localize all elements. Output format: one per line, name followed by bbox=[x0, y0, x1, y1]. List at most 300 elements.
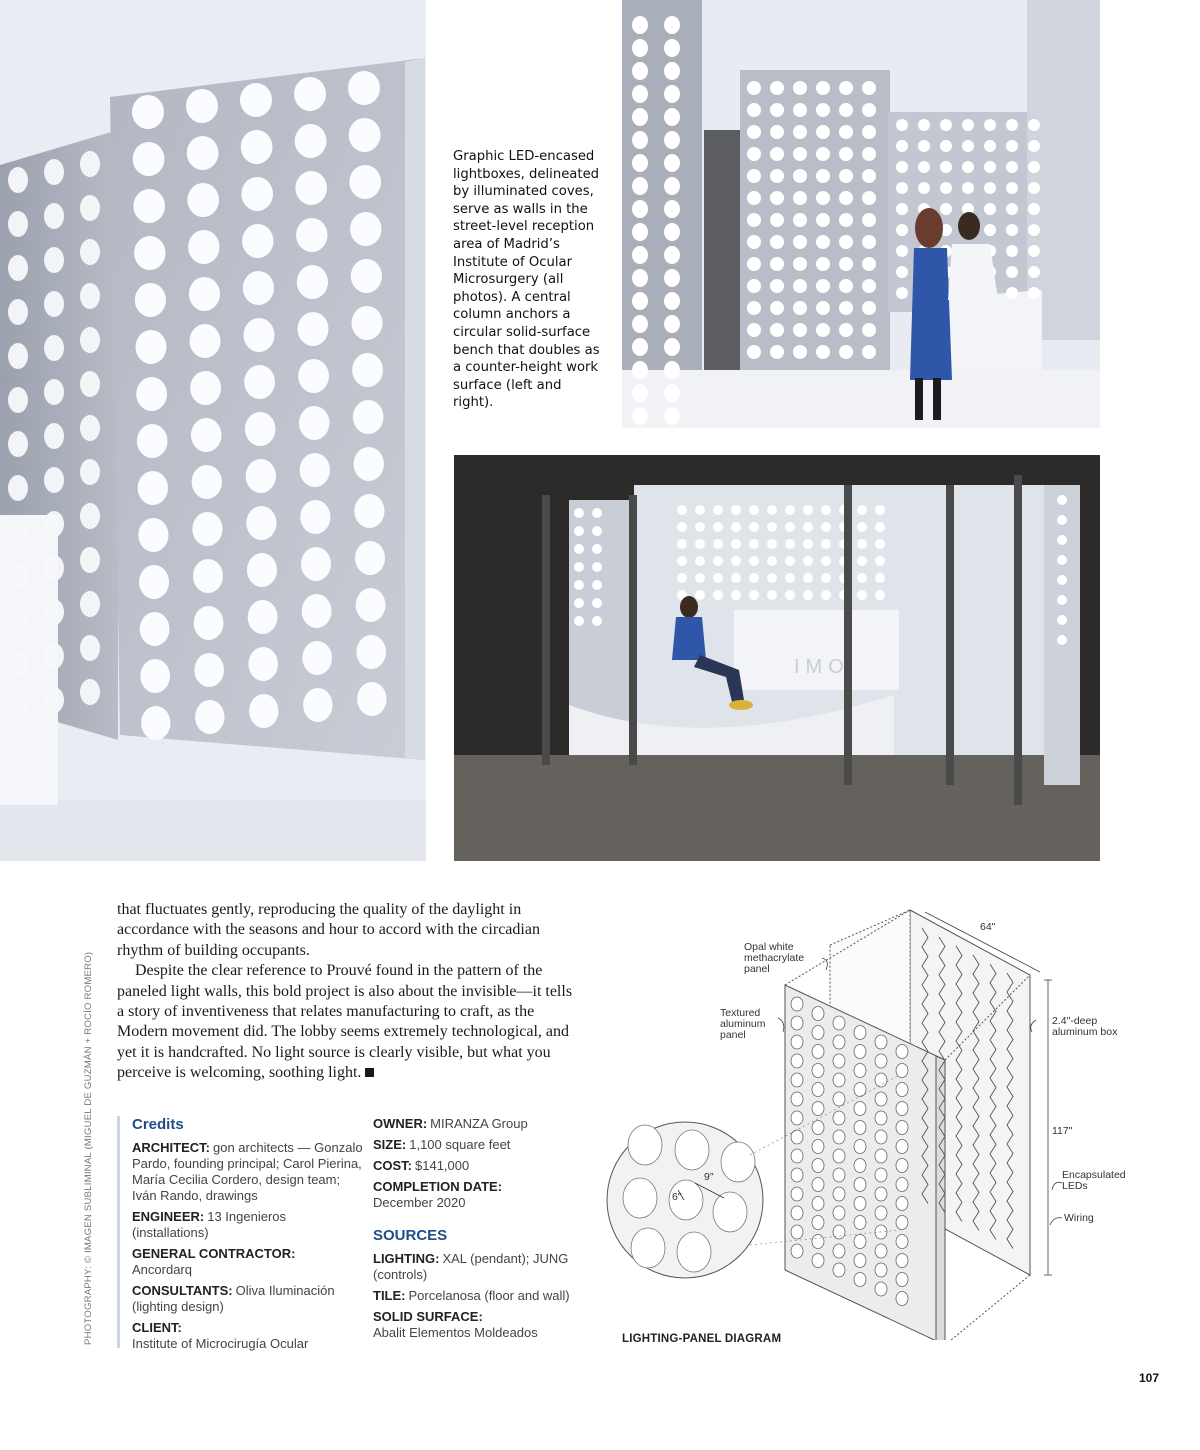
light-dot bbox=[295, 124, 327, 158]
photo-credit: PHOTOGRAPHY: © IMAGEN SUBLIMINAL (MIGUEL DE GUZMÁN + ROCÍO ROMERO) bbox=[83, 951, 94, 1345]
light-dot bbox=[816, 191, 830, 205]
panel-hole bbox=[896, 1045, 908, 1059]
label-leds-line1: Encapsulated bbox=[1062, 1169, 1126, 1181]
light-dot bbox=[839, 323, 853, 337]
light-dot bbox=[940, 140, 952, 152]
light-dot bbox=[1028, 140, 1040, 152]
light-dot bbox=[793, 125, 807, 139]
light-dot bbox=[862, 235, 876, 249]
light-dot bbox=[136, 330, 167, 364]
light-dot bbox=[632, 223, 648, 241]
light-dot bbox=[677, 539, 687, 549]
light-dot bbox=[80, 503, 100, 529]
light-dot bbox=[664, 16, 680, 34]
light-dot bbox=[857, 573, 867, 583]
light-dot bbox=[1006, 266, 1018, 278]
panel-hole bbox=[812, 1045, 824, 1059]
light-dot bbox=[574, 616, 584, 626]
light-dot bbox=[749, 539, 759, 549]
light-dot bbox=[862, 257, 876, 271]
light-dot bbox=[299, 406, 330, 440]
light-dot bbox=[632, 131, 648, 149]
light-dot bbox=[749, 590, 759, 600]
light-dot bbox=[839, 103, 853, 117]
light-dot bbox=[816, 213, 830, 227]
light-dot bbox=[302, 594, 332, 628]
light-dot bbox=[140, 612, 170, 646]
light-dot bbox=[351, 259, 382, 293]
light-dot bbox=[962, 140, 974, 152]
light-dot bbox=[767, 505, 777, 515]
light-dot bbox=[695, 505, 705, 515]
light-dot bbox=[1006, 140, 1018, 152]
panel-hole bbox=[812, 1007, 824, 1021]
light-dot bbox=[862, 345, 876, 359]
light-dot bbox=[896, 266, 908, 278]
light-dot bbox=[816, 323, 830, 337]
light-dot bbox=[839, 125, 853, 139]
light-dot bbox=[803, 573, 813, 583]
panel-hole bbox=[854, 1197, 866, 1211]
light-dot bbox=[44, 511, 64, 537]
light-dot bbox=[186, 89, 218, 123]
panel-hole bbox=[896, 1159, 908, 1173]
credit-engineer: ENGINEER: 13 Ingenieros (installations) bbox=[132, 1209, 287, 1240]
light-dot bbox=[80, 195, 100, 221]
light-dot bbox=[713, 522, 723, 532]
light-dot bbox=[731, 539, 741, 549]
light-dot bbox=[770, 323, 784, 337]
light-dot bbox=[592, 562, 602, 572]
panel-hole bbox=[854, 1178, 866, 1192]
photo-lightbox-wall bbox=[0, 0, 426, 861]
light-dot bbox=[1006, 287, 1018, 299]
light-dot bbox=[770, 279, 784, 293]
light-dot bbox=[240, 83, 272, 117]
panel-hole bbox=[833, 1092, 845, 1106]
panel-hole bbox=[896, 1273, 908, 1287]
light-dot bbox=[190, 371, 221, 405]
panel-hole bbox=[812, 1159, 824, 1173]
light-dot bbox=[592, 580, 602, 590]
light-dot bbox=[816, 257, 830, 271]
light-dot bbox=[940, 161, 952, 173]
light-dot bbox=[664, 338, 680, 356]
light-dot bbox=[574, 562, 584, 572]
credit-architect: ARCHITECT: gon architects — Gonzalo Pardo, founding principal; Carol Pierina, María Cecilia Cordero, design team; Iván Rando, drawings bbox=[132, 1140, 363, 1203]
dimension-spacing: 9" bbox=[704, 1171, 714, 1183]
light-dot bbox=[632, 62, 648, 80]
light-dot bbox=[1006, 245, 1018, 257]
light-dot bbox=[80, 327, 100, 353]
body-paragraph-2 bbox=[117, 961, 577, 1083]
light-dot bbox=[713, 505, 723, 515]
light-dot bbox=[136, 377, 167, 411]
light-dot bbox=[246, 459, 276, 493]
light-dot bbox=[1006, 119, 1018, 131]
light-dot bbox=[664, 108, 680, 126]
panel-hole bbox=[875, 1168, 887, 1182]
light-dot bbox=[749, 556, 759, 566]
light-dot bbox=[747, 257, 761, 271]
light-dot bbox=[862, 125, 876, 139]
light-dot bbox=[353, 400, 384, 434]
light-dot bbox=[354, 494, 384, 528]
light-dot bbox=[816, 169, 830, 183]
light-dot bbox=[677, 556, 687, 566]
panel-hole bbox=[875, 1092, 887, 1106]
light-dot bbox=[747, 103, 761, 117]
light-dot bbox=[962, 182, 974, 194]
light-dot bbox=[875, 539, 885, 549]
light-dot bbox=[194, 606, 224, 640]
light-dot bbox=[785, 522, 795, 532]
light-dot bbox=[918, 182, 930, 194]
light-dot bbox=[44, 555, 64, 581]
light-dot bbox=[1006, 224, 1018, 236]
light-dot bbox=[770, 147, 784, 161]
panel-hole bbox=[833, 1244, 845, 1258]
light-dot bbox=[8, 519, 28, 545]
light-dot bbox=[695, 539, 705, 549]
panel-hole bbox=[791, 1111, 803, 1125]
light-dot bbox=[349, 165, 381, 199]
light-dot bbox=[664, 223, 680, 241]
panel-hole bbox=[812, 1121, 824, 1135]
light-dot bbox=[187, 136, 219, 170]
light-dot bbox=[632, 292, 648, 310]
light-dot bbox=[295, 171, 327, 205]
panel-hole bbox=[833, 1016, 845, 1030]
light-dot bbox=[839, 235, 853, 249]
panel-hole bbox=[896, 1197, 908, 1211]
panel-hole bbox=[875, 1187, 887, 1201]
light-dot bbox=[839, 279, 853, 293]
light-dot bbox=[8, 387, 28, 413]
light-dot bbox=[1028, 245, 1040, 257]
light-dot bbox=[80, 591, 100, 617]
light-dot bbox=[793, 169, 807, 183]
light-dot bbox=[918, 161, 930, 173]
light-dot bbox=[713, 556, 723, 566]
credit-completion-date: COMPLETION DATE: December 2020 bbox=[373, 1179, 503, 1210]
light-dot bbox=[816, 81, 830, 95]
light-dot bbox=[747, 147, 761, 161]
panel-hole bbox=[875, 1263, 887, 1277]
light-dot bbox=[133, 142, 165, 176]
light-dot bbox=[962, 161, 974, 173]
light-dot bbox=[731, 556, 741, 566]
light-dot bbox=[357, 682, 386, 716]
inset-hole bbox=[623, 1178, 657, 1218]
light-dot bbox=[896, 161, 908, 173]
light-dot bbox=[8, 299, 28, 325]
light-dot bbox=[875, 573, 885, 583]
light-dot bbox=[352, 353, 383, 387]
light-dot bbox=[8, 563, 28, 589]
light-dot bbox=[816, 103, 830, 117]
light-dot bbox=[190, 324, 221, 358]
light-dot bbox=[803, 539, 813, 549]
light-dot bbox=[80, 459, 100, 485]
light-dot bbox=[803, 505, 813, 515]
light-dot bbox=[592, 508, 602, 518]
light-dot bbox=[1028, 224, 1040, 236]
panel-hole bbox=[812, 1064, 824, 1078]
light-dot bbox=[592, 598, 602, 608]
light-dot bbox=[592, 526, 602, 536]
light-dot bbox=[632, 315, 648, 333]
photo-reception-desk bbox=[622, 0, 1100, 428]
light-dot bbox=[356, 588, 386, 622]
light-dot bbox=[80, 547, 100, 573]
light-dot bbox=[632, 85, 648, 103]
light-dot bbox=[664, 200, 680, 218]
light-dot bbox=[44, 687, 64, 713]
credits-accent-bar bbox=[117, 1116, 120, 1348]
light-dot bbox=[770, 235, 784, 249]
light-dot bbox=[188, 230, 219, 264]
light-dot bbox=[664, 269, 680, 287]
body-paragraph-1: that fluctuates gently, reproducing the quality of the daylight in accordance with the seasons and hour to accord with the circadian rhythm of building occupants. bbox=[117, 901, 540, 959]
credits-column-right bbox=[373, 1116, 593, 1346]
panel-hole bbox=[791, 1187, 803, 1201]
light-dot bbox=[664, 315, 680, 333]
light-dot bbox=[138, 471, 168, 505]
light-dot bbox=[747, 323, 761, 337]
light-dot bbox=[248, 600, 278, 634]
light-dot bbox=[664, 384, 680, 402]
inset-hole bbox=[675, 1130, 709, 1170]
panel-hole bbox=[812, 1026, 824, 1040]
panel-hole bbox=[812, 1235, 824, 1249]
panel-hole bbox=[875, 1282, 887, 1296]
panel-hole bbox=[896, 1292, 908, 1306]
light-dot bbox=[747, 125, 761, 139]
panel-hole bbox=[896, 1216, 908, 1230]
label-wiring: Wiring bbox=[1064, 1212, 1094, 1224]
light-dot bbox=[574, 526, 584, 536]
light-dot bbox=[785, 556, 795, 566]
light-dot bbox=[1057, 575, 1067, 585]
light-dot bbox=[857, 590, 867, 600]
light-dot bbox=[664, 246, 680, 264]
panel-hole bbox=[875, 1149, 887, 1163]
panel-hole bbox=[833, 1035, 845, 1049]
light-dot bbox=[141, 706, 170, 740]
light-dot bbox=[664, 154, 680, 172]
light-dot bbox=[793, 301, 807, 315]
light-dot bbox=[348, 71, 380, 105]
light-dot bbox=[301, 547, 331, 581]
sources-heading: SOURCES bbox=[373, 1227, 448, 1244]
light-dot bbox=[355, 541, 385, 575]
light-dot bbox=[245, 412, 276, 446]
light-dot bbox=[632, 246, 648, 264]
panel-hole bbox=[812, 1102, 824, 1116]
light-dot bbox=[770, 81, 784, 95]
light-dot bbox=[1057, 615, 1067, 625]
light-dot bbox=[44, 291, 64, 317]
light-dot bbox=[816, 147, 830, 161]
panel-hole bbox=[896, 1121, 908, 1135]
panel-hole bbox=[791, 1130, 803, 1144]
panel-hole bbox=[896, 1102, 908, 1116]
light-dot bbox=[44, 379, 64, 405]
light-dot bbox=[767, 539, 777, 549]
light-dot bbox=[302, 641, 332, 675]
light-dot bbox=[695, 590, 705, 600]
light-dot bbox=[243, 271, 274, 305]
light-dot bbox=[747, 169, 761, 183]
light-dot bbox=[816, 345, 830, 359]
light-dot bbox=[677, 505, 687, 515]
light-dot bbox=[749, 573, 759, 583]
label-textured-line1: Textured bbox=[720, 1007, 761, 1019]
light-dot bbox=[296, 218, 327, 252]
light-dot bbox=[770, 169, 784, 183]
panel-hole bbox=[854, 1216, 866, 1230]
light-dot bbox=[918, 119, 930, 131]
light-dot bbox=[1057, 635, 1067, 645]
label-leds-line2: LEDs bbox=[1062, 1180, 1088, 1192]
light-dot bbox=[44, 599, 64, 625]
light-dot bbox=[862, 279, 876, 293]
panel-hole bbox=[875, 1111, 887, 1125]
light-dot bbox=[793, 257, 807, 271]
light-dot bbox=[349, 118, 381, 152]
light-dot bbox=[352, 306, 383, 340]
light-dot bbox=[135, 283, 166, 317]
light-dot bbox=[632, 361, 648, 379]
light-dot bbox=[8, 651, 28, 677]
light-dot bbox=[44, 643, 64, 669]
light-dot bbox=[300, 500, 330, 534]
light-dot bbox=[731, 573, 741, 583]
light-dot bbox=[80, 415, 100, 441]
light-dot bbox=[749, 522, 759, 532]
light-dot bbox=[803, 590, 813, 600]
light-dot bbox=[821, 556, 831, 566]
light-dot bbox=[8, 167, 28, 193]
credit-size: SIZE: 1,100 square feet bbox=[373, 1137, 511, 1152]
light-dot bbox=[1028, 182, 1040, 194]
light-dot bbox=[303, 688, 332, 722]
light-dot bbox=[896, 224, 908, 236]
light-dot bbox=[747, 301, 761, 315]
panel-hole bbox=[812, 1254, 824, 1268]
light-dot bbox=[862, 191, 876, 205]
light-dot bbox=[44, 423, 64, 449]
light-dot bbox=[244, 365, 275, 399]
light-dot bbox=[793, 147, 807, 161]
light-dot bbox=[770, 345, 784, 359]
light-dot bbox=[632, 338, 648, 356]
panel-hole bbox=[896, 1083, 908, 1097]
diagram-title: LIGHTING-PANEL DIAGRAM bbox=[622, 1333, 782, 1345]
panel-hole bbox=[791, 1168, 803, 1182]
inset-hole bbox=[721, 1142, 755, 1182]
light-dot bbox=[816, 235, 830, 249]
panel-hole bbox=[833, 1168, 845, 1182]
light-dot bbox=[713, 590, 723, 600]
light-dot bbox=[770, 257, 784, 271]
light-dot bbox=[356, 635, 386, 669]
light-dot bbox=[632, 16, 648, 34]
panel-hole bbox=[896, 1140, 908, 1154]
light-dot bbox=[8, 211, 28, 237]
light-dot bbox=[44, 335, 64, 361]
light-dot bbox=[241, 177, 273, 211]
dimension-width: 64" bbox=[980, 921, 996, 933]
panel-hole bbox=[854, 1083, 866, 1097]
light-dot bbox=[298, 359, 329, 393]
light-dot bbox=[1057, 515, 1067, 525]
light-dot bbox=[767, 573, 777, 583]
light-dot bbox=[1028, 287, 1040, 299]
panel-hole bbox=[896, 1254, 908, 1268]
light-dot bbox=[244, 318, 275, 352]
light-dot bbox=[677, 522, 687, 532]
light-dot bbox=[839, 191, 853, 205]
panel-hole bbox=[833, 1111, 845, 1125]
label-opal-line2: methacrylate bbox=[744, 952, 805, 964]
light-dot bbox=[839, 213, 853, 227]
light-dot bbox=[862, 81, 876, 95]
light-dot bbox=[747, 191, 761, 205]
source-lighting: LIGHTING: XAL (pendant); JUNG (controls) bbox=[373, 1251, 569, 1282]
light-dot bbox=[189, 277, 220, 311]
light-dot bbox=[793, 279, 807, 293]
light-dot bbox=[940, 119, 952, 131]
light-dot bbox=[747, 213, 761, 227]
light-dot bbox=[731, 522, 741, 532]
panel-hole bbox=[875, 1035, 887, 1049]
light-dot bbox=[839, 345, 853, 359]
panel-hole bbox=[875, 1244, 887, 1258]
light-dot bbox=[8, 255, 28, 281]
light-dot bbox=[8, 607, 28, 633]
panel-hole bbox=[854, 1121, 866, 1135]
light-dot bbox=[770, 103, 784, 117]
panel-hole bbox=[791, 1244, 803, 1258]
light-dot bbox=[632, 407, 648, 425]
light-dot bbox=[770, 191, 784, 205]
end-mark-icon bbox=[365, 1068, 374, 1077]
light-dot bbox=[803, 556, 813, 566]
panel-hole bbox=[833, 1187, 845, 1201]
light-dot bbox=[785, 539, 795, 549]
light-dot bbox=[140, 659, 170, 693]
label-opal-line1: Opal white bbox=[744, 941, 794, 953]
light-dot bbox=[1057, 535, 1067, 545]
light-dot bbox=[187, 183, 219, 217]
light-dot bbox=[862, 213, 876, 227]
light-dot bbox=[747, 345, 761, 359]
light-dot bbox=[80, 283, 100, 309]
light-dot bbox=[664, 292, 680, 310]
light-dot bbox=[191, 418, 222, 452]
light-dot bbox=[695, 522, 705, 532]
light-dot bbox=[44, 247, 64, 273]
light-dot bbox=[1057, 595, 1067, 605]
panel-hole bbox=[854, 1254, 866, 1268]
light-dot bbox=[192, 465, 222, 499]
panel-hole bbox=[791, 1092, 803, 1106]
light-dot bbox=[632, 108, 648, 126]
light-dot bbox=[192, 512, 222, 546]
photo-entrance-night bbox=[454, 455, 1100, 861]
